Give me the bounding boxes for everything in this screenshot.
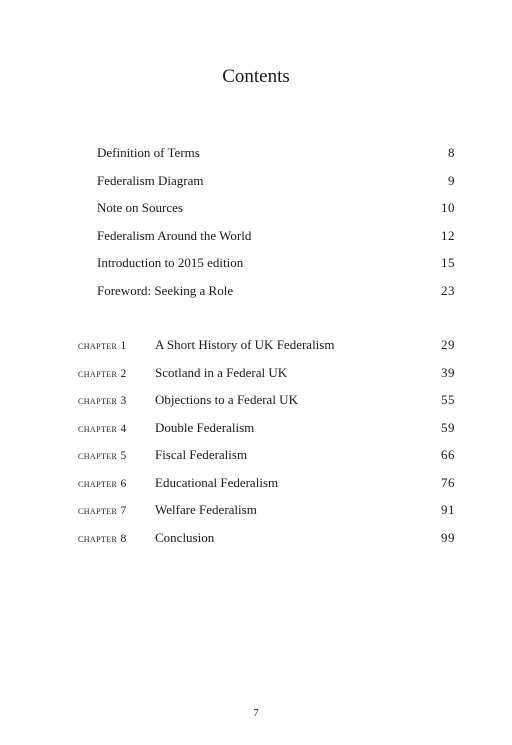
front-matter-list: [97, 145, 455, 310]
chapter-label: chapter 2: [78, 367, 127, 380]
chapter-entry[interactable]: [78, 530, 455, 558]
chapter-page: 91: [441, 502, 455, 517]
chapter-title: Double Federalism: [155, 419, 255, 435]
chapter-label: chapter 4: [78, 422, 127, 435]
chapter-entry[interactable]: [78, 502, 455, 530]
toc-entry-page: 15: [441, 255, 455, 270]
chapter-label: chapter 8: [78, 532, 127, 545]
chapter-title: Fiscal Federalism: [155, 447, 248, 462]
toc-entry-page: 9: [448, 172, 455, 188]
chapter-entry[interactable]: [78, 392, 455, 420]
toc-entry-page: 8: [448, 145, 455, 160]
chapter-label: chapter 3: [78, 395, 127, 407]
toc-entry-page: 12: [441, 227, 455, 243]
chapter-page: 76: [441, 474, 455, 490]
toc-entry[interactable]: [97, 283, 455, 311]
chapter-page: 39: [441, 364, 455, 380]
toc-entry-title: Foreword: Seeking a Role: [97, 282, 234, 298]
chapter-label: chapter 6: [78, 477, 127, 490]
chapter-list: [78, 337, 455, 557]
toc-entry-title: Federalism Diagram: [97, 172, 204, 188]
chapter-label: chapter 1: [78, 340, 127, 352]
toc-entry-page: 23: [441, 282, 455, 298]
chapter-page: 29: [441, 337, 455, 352]
chapter-label: chapter 5: [78, 450, 127, 462]
chapter-page: 59: [441, 419, 455, 435]
chapter-entry[interactable]: [78, 337, 455, 365]
chapter-entry[interactable]: [78, 447, 455, 475]
toc-entry-title: Federalism Around the World: [97, 227, 252, 243]
toc-entry-title: Definition of Terms: [97, 145, 200, 160]
page-number: 7: [253, 707, 259, 719]
toc-entry-title: Note on Sources: [97, 200, 183, 215]
chapter-entry[interactable]: [78, 420, 455, 448]
page-title: Contents: [222, 66, 290, 87]
chapter-page: 55: [441, 392, 455, 407]
chapter-title: Conclusion: [155, 529, 215, 545]
chapter-page: 99: [441, 529, 455, 545]
chapter-title: A Short History of UK Federalism: [155, 337, 335, 352]
toc-entry[interactable]: [97, 145, 455, 173]
toc-entry[interactable]: [97, 255, 455, 283]
chapter-title: Educational Federalism: [155, 474, 279, 490]
chapter-label: chapter 7: [78, 505, 127, 517]
toc-entry-title: Introduction to 2015 edition: [97, 255, 244, 270]
chapter-page: 66: [441, 447, 455, 462]
toc-entry[interactable]: [97, 228, 455, 256]
toc-entry[interactable]: [97, 200, 455, 228]
toc-entry[interactable]: [97, 173, 455, 201]
chapter-title: Objections to a Federal UK: [155, 392, 298, 407]
toc-entry-page: 10: [441, 200, 455, 215]
chapter-entry[interactable]: [78, 475, 455, 503]
chapter-entry[interactable]: [78, 365, 455, 393]
chapter-title: Welfare Federalism: [155, 502, 257, 517]
chapter-title: Scotland in a Federal UK: [155, 364, 288, 380]
